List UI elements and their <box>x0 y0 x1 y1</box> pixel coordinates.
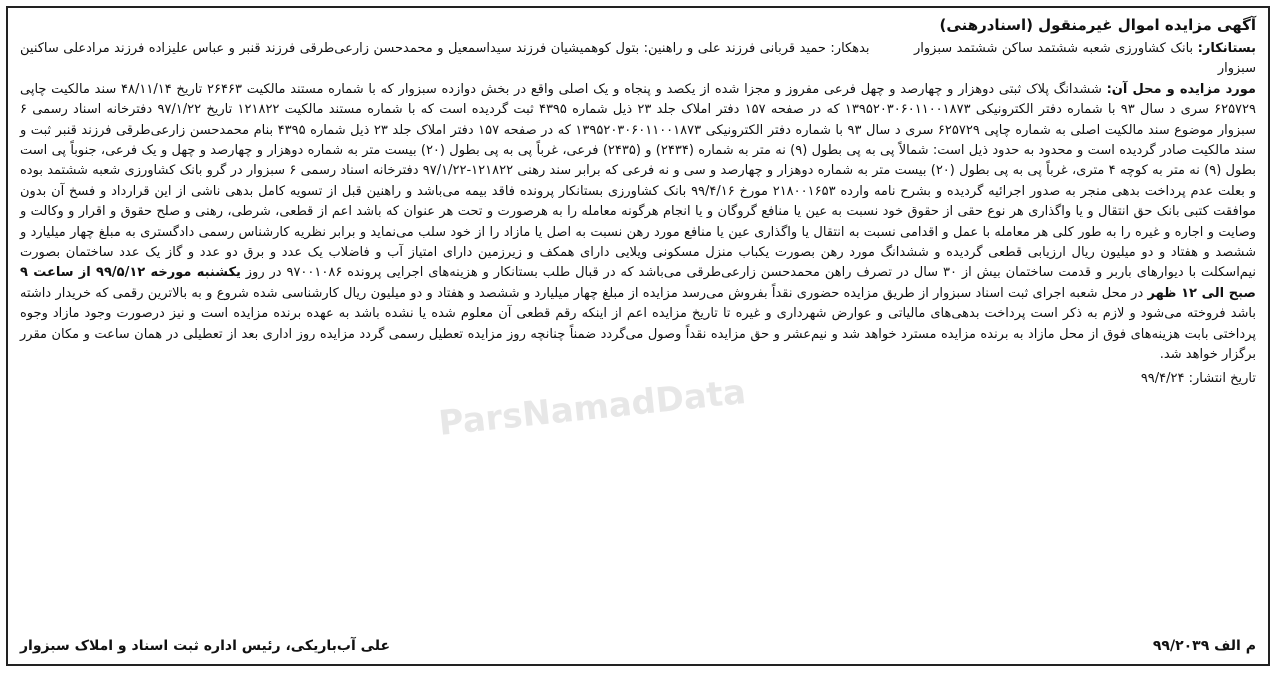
subject-text: ششدانگ پلاک ثبتی دوهزار و چهارصد و چهل فرعی مفروز و مجزا شده از یکصد و پنجاه و یک اصلی واقع در بخش دوازده سبزوار که با شماره مستند مالکیت ۲۶۴۶۳ تاریخ ۴۸/۱۱/۱۴ سند مالکیت چاپی ۶۲۵۷۲۹ سری د سال ۹۳ با شماره دفتر الکترونیکی ۱۳۹۵۲۰۳۰۶۰۱۱۰۰۱۸۷۳ که در صفحه ۱۵۷ دفتر املاک جلد ۲۳ ذیل شماره ۴۳۹۵ ثبت گردیده است که با شماره مستند مالکیت ۱۲۱۸۲۲ تاریخ ۹۷/۱/۲۲ دفترخانه اسناد رسمی ۶ سبزوار موضوع سند مالکیت اصلی به شماره چاپی ۶۲۵۷۲۹ سری د سال ۹۳ با شماره دفتر الکترونیکی ۱۳۹۵۲۰۳۰۶۰۱۱۰۰۱۸۷۳ که در صفحه ۱۵۷ دفتر املاک جلد ۲۳ ذیل شماره ۴۳۹۵ بنام محمدحسن زارعی‌طرقی فرزند قنبر ثبت و سند مالکیت صادر گردیده است و محدود به حدود ذیل است: شمالاً پی به پی بطول (۹) نه متر به شماره (۲۴۳۴) و (۲۴۳۵) فرعی، غرباً پی به پی بطول (۲۰) بیست متر به شماره دوهزار و چهارصد و چهل و یک فرعی، جنوباً پی است بطول (۹) نه متر به کوچه ۴ متری، غرباً پی به پی بطول (۲۰) بیست متر به شماره دوهزار و چهارصد و سی و نه فرعی که برابر سند رهنی ۱۲۱۸۲۲-۹۷/۱/۲۲ دفترخانه اسناد رسمی ۶ سبزوار در گرو بانک کشاورزی شعبه ششتمد بوده و بعلت عدم پرداخت بدهی منجر به صدور اجرائیه گردیده و بشرح نامه وارده ۲۱۸۰۰۱۶۵۳ مورخ ۹۹/۴/۱۶ بانک کشاورزی بستانکار پرونده فاقد بیمه می‌باشد و راهنین قبل از تسویه کامل بدهی ناشی از این قرارداد و فسخ آن بدون موافقت کتبی بانک حق انتقال و یا واگذاری هر نوع حقی از حقوق خود نسبت به عین یا منافع گروگان و یا انجام هرگونه معامله را به هرصورت و تحت هر عنوان که باشد اعم از قطعی، شرطی، رهنی و صلح حقوق و اقرار و وکالت و وصایت و اجاره و غیره را به طور کلی هر معامله با عمل و اقدامی نسبت به انتقال یا واگذاری عین یا منافع مورد رهن نسبت به اصل یا مازاد را از خود سلب می‌نماید و برابر نظریه کارشناس رسمی دادگستری به مبلغ چهار میلیارد و ششصد و هفتاد و دو میلیون ریال ارزیابی قطعی گردیده و ششدانگ مورد رهن بصورت یکباب منزل مسکونی ویلایی دارای همکف و زیرزمین دارای امتیاز آب و فاضلاب یک عدد و برق دو عدد و گاز یک عدد ساختمان بصورت نیم‌اسکلت با دیوارهای باربر و قدمت ساختمان بیش از ۳۰ سال در تصرف راهن محمدحسن زارعی‌طرقی می‌باشد که در قبال طلب بستانکار و هزینه‌های اجرایی پرونده ۹۷۰۰۱۰۸۶ در روز <box>20 81 1257 281</box>
parties-paragraph <box>20 39 1256 80</box>
notice-footer <box>20 638 1256 654</box>
notice-title: آگهی مزایده اموال غیرمنقول (اسنادرهنی) <box>939 16 1256 34</box>
auction-time: یکشنبه مورخه ۹۹/۵/۱۲ از ساعت ۹ صبح الی ۱۲ ظهر <box>20 265 1256 301</box>
publish-date: تاریخ انتشار: ۹۹/۴/۲۴ <box>1140 370 1256 386</box>
subject-paragraph <box>20 80 1256 366</box>
debtor-text: حمید قربانی فرزند علی و راهنین: بتول کوهمیشیان فرزند سیداسمعیل و محمدحسن زارعی‌طرقی فرزند قنبر و عباس علیزاده فرزند مرادعلی ساکنین سبزوار <box>20 41 1256 77</box>
watermark: ParsNamadData <box>436 371 748 445</box>
auction-notice <box>6 6 1270 666</box>
debtor-label: بدهکار: <box>830 41 870 56</box>
subject-label: مورد مزایده و محل آن: <box>1106 81 1256 97</box>
creditor-text: بانک کشاورزی شعبه ششتمد ساکن ششتمد سبزوار <box>914 41 1194 56</box>
subject-text-continued: در محل شعبه اجرای ثبت اسناد سبزوار از طریق مزایده حضوری نقداً بفروش می‌رسد مزایده از مبلغ چهار میلیارد و ششصد و هفتاد و دو میلیون ریال کارشناسی شده شروع و به بالاترین رقمی که خریدار داشته باشد فروخته می‌شود و لازم به ذکر است پرداخت بدهی‌های مالیاتی و عوارض شهرداری و غیره تا تاریخ مزایده اعم از اینکه رقم قطعی آن معلوم شده یا نشده باشد به عهده برنده مزایده است و نیز درصورت وجود مازاد وجوه پرداختی بابت هزینه‌های فوق از محل مازاد به برنده مزایده مسترد خواهد شد و نیم‌عشر و حق مزایده نقداً وصول می‌گردد ضمناً چنانچه روز مزایده تعطیل رسمی گردد مزایده روز اداری بعد از تعطیلی در همان ساعت و مکان مقرر برگزار خواهد شد. <box>20 285 1256 363</box>
creditor-label: بستانکار: <box>1197 41 1256 56</box>
reference-code: م الف ۹۹/۲۰۳۹ <box>1152 638 1256 654</box>
signer-name: علی آب‌باریکی، رئیس اداره ثبت اسناد و املاک سبزوار <box>20 638 391 654</box>
